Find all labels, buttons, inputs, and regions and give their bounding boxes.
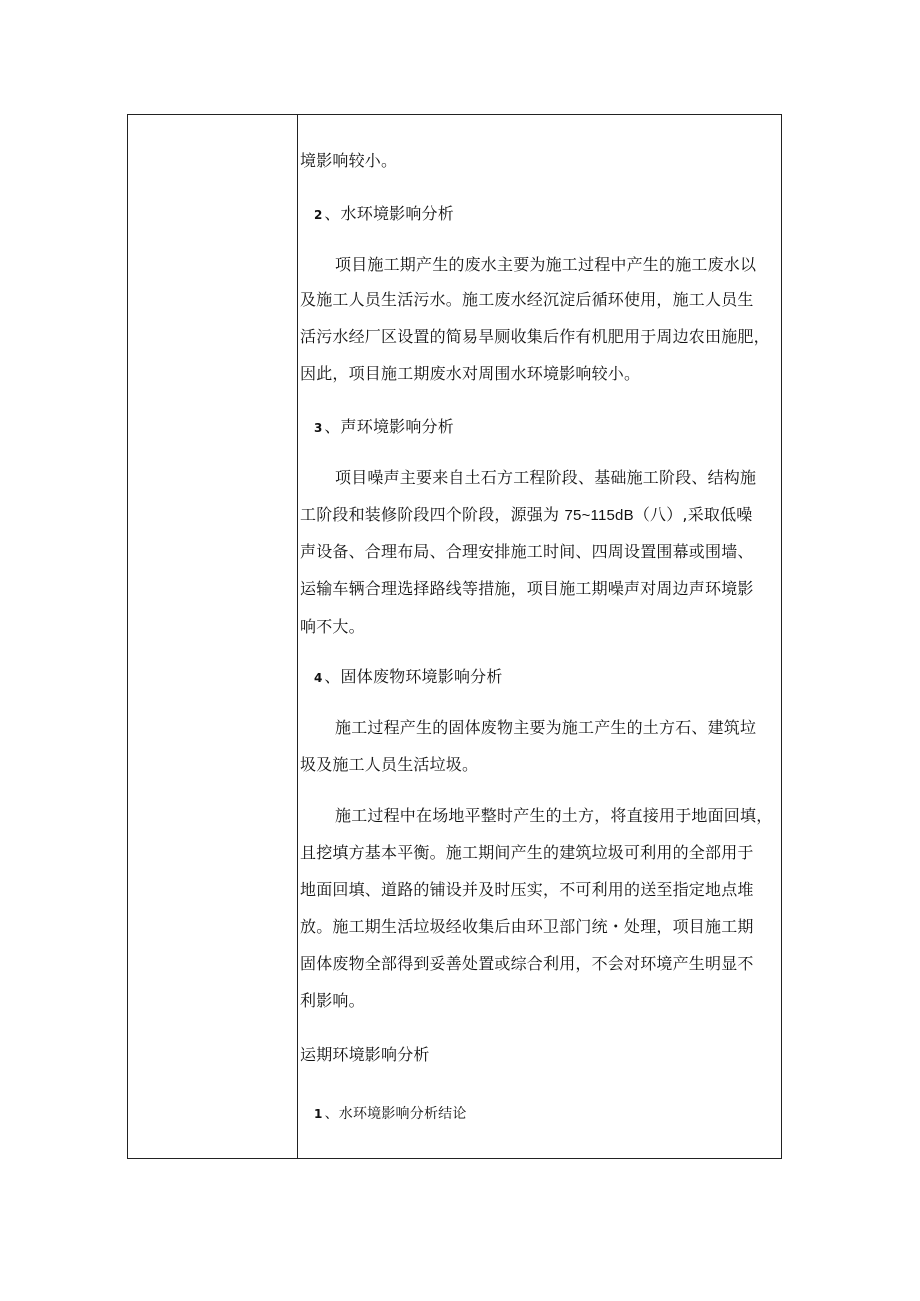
heading-number: 2 [314,208,323,222]
paragraph-line: 施工过程产生的固体废物主要为施工产生的土方石、建筑垃 [335,718,757,737]
paragraph-line [300,505,753,526]
paragraph-line: 圾及施工人员生活垃圾。 [300,755,479,774]
column-divider [297,115,298,1158]
heading-text: 、水环境影响分析 [324,204,454,223]
paragraph-line: 运输车辆合理选择路线等措施，项目施工期噪声对周边声环境影 [300,579,754,598]
major-section-heading: 运期环境影响分析 [300,1045,430,1064]
heading-text: 、声环境影响分析 [324,417,454,436]
paragraph-line: 利影响。 [300,991,365,1010]
text-segment: （八）,采取低噪 [633,505,753,524]
paragraph-line: 施工过程中在场地平整时产生的土方，将直接用于地面回填， [335,806,773,825]
paragraph-line: 项目施工期产生的废水主要为施工过程中产生的施工废水以 [335,255,757,274]
paragraph-line: 活污水经厂区设置的简易旱厕收集后作有机肥用于周边农田施肥， [300,327,770,346]
heading-number: 1 [314,1107,323,1121]
heading-text: 、固体废物环境影响分析 [324,667,503,686]
text-segment: 75~115dB [564,507,634,524]
paragraph-line: 地面回填、道路的铺设并及时压实，不可利用的送至指定地点堆 [300,880,754,899]
heading-text: 、水环境影响分析结论 [324,1106,467,1122]
paragraph-line: 因此，项目施工期废水对周围水环境影响较小。 [300,364,641,383]
paragraph-line: 项目噪声主要来自土石方工程阶段、基础施工阶段、结构施 [335,468,757,487]
paragraph-line: 及施工人员生活污水。施工废水经沉淀后循环使用，施工人员生 [300,290,754,309]
section-heading-water [314,204,454,225]
heading-number: 4 [314,671,323,685]
heading-number: 3 [314,421,323,435]
section-heading-solid-waste [314,667,503,688]
paragraph-line: 境影响较小。 [300,151,398,170]
content-cell [300,115,780,1158]
paragraph-line: 固体废物全部得到妥善处置或综合利用，不会对环境产生明显不 [300,954,754,973]
paragraph-line: 声设备、合理布局、合理安排施工时间、四周设置围幕或围墙、 [300,542,754,561]
subsection-heading [314,1104,467,1124]
paragraph-line: 响不大。 [300,617,365,636]
table-frame [127,114,782,1159]
text-segment: 工阶段和装修阶段四个阶段，源强为 [300,505,565,524]
section-heading-noise [314,417,454,438]
paragraph-line: 且挖填方基本平衡。施工期间产生的建筑垃圾可利用的全部用于 [300,843,754,862]
paragraph-line: 放。施工期生活垃圾经收集后由环卫部门统・处理，项目施工期 [300,917,754,936]
